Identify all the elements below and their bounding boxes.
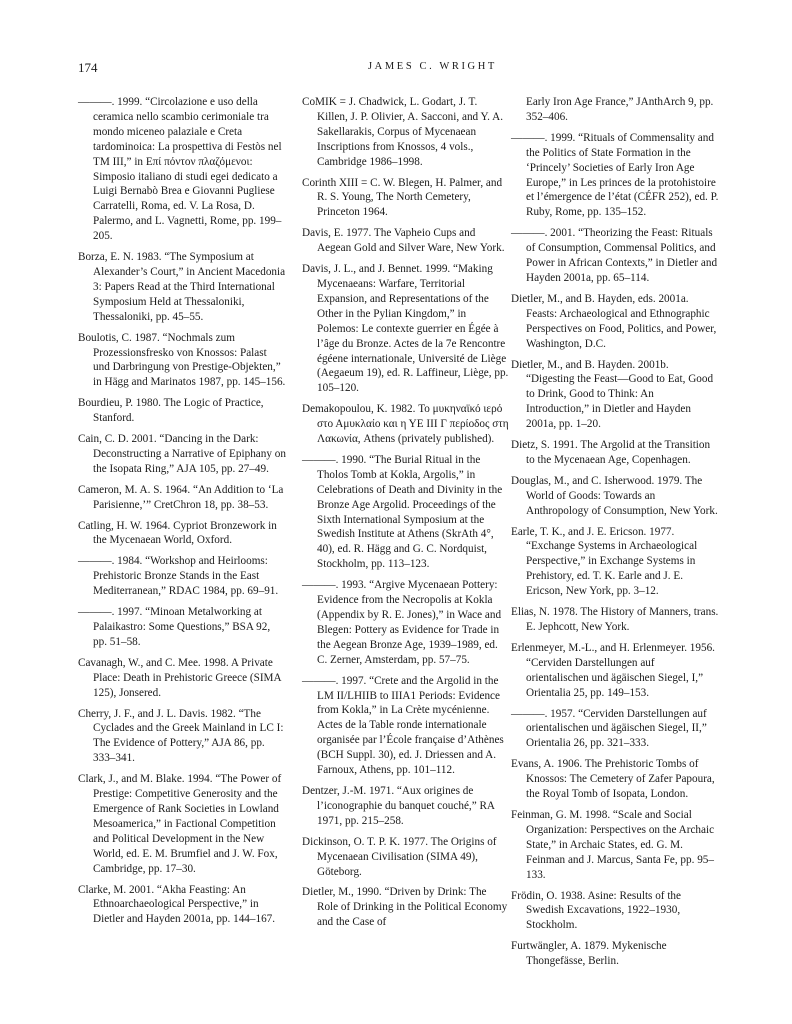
reference-entry: ———. 1999. “Circolazione e uso della ceramica nello scambio cerimoniale tra mondo miceneo palaziale e Creta tardominoica: La prospettiva di Festòs nel TM III,” in Επί πόντον πλαζόμενοι: Simposio italiano di studi egei dedicato a Luigi Bernabò Brea e Giovanni Pugliese Carratelli, Roma, ed. V. La Rosa, D. Palermo, and L. Vagnetti, Rome, pp. 199–205. [78,96,282,243]
reference-entry: Cameron, M. A. S. 1964. “An Addition to ‘La Parisienne,’” CretChron 18, pp. 38–53. [78,483,284,511]
reference-entry: Douglas, M., and C. Isherwood. 1979. The World of Goods: Towards an Anthropology of Consumption, New York. [511,474,718,517]
reference-entry: Catling, H. W. 1964. Cypriot Bronzework in the Mycenaean World, Oxford. [78,519,277,547]
reference-entry: Dietler, M., 1990. “Driven by Drink: The Role of Drinking in the Political Economy and the Case of [302,886,508,929]
reference-entry: Dietz, S. 1991. The Argolid at the Transition to the Mycenaean Age, Copenhagen. [511,439,711,466]
reference-entry: Cain, C. D. 2001. “Dancing in the Dark: Deconstructing a Narrative of Epiphany on the Isopata Ring,” AJA 105, pp. 27–49. [78,433,286,475]
reference-entry: ———. 1997. “Crete and the Argolid in the LM II/LHIIB to IIIA1 Periods: Evidence from Kokla,” in La Crète mycénienne. Actes de la Table ronde internationale organisée par l’École française d’Athènes (BCH Suppl. 30), ed. J. Driessen and A. Farnoux, Athens, pp. 101–112. [302,674,504,777]
reference-entry: Frödin, O. 1938. Asine: Results of the Swedish Excavations, 1922–1930, Stockholm. [511,889,681,932]
reference-entry: Demakopoulou, K. 1982. Το μυκηναϊκό ιερό στο Αμυκλαίο και η ΥΕ ΙΙΙ Γ περίοδος στη Λακωνία, Athens (privately published). [302,403,509,446]
reference-entry: Feinman, G. M. 1998. “Scale and Social Organization: Perspectives on the Archaic State,” in Archaic States, ed. G. M. Feinman and J. Marcus, Santa Fe, pp. 95–133. [511,808,715,881]
reference-entry: Elias, N. 1978. The History of Manners, trans. E. Jephcott, New York. [511,606,719,633]
bibliography-column-1 [78,95,286,933]
reference-continuation: Early Iron Age France,” JAnthArch 9, pp. 352–406. [526,96,714,123]
reference-entry: Dietler, M., and B. Hayden. 2001b. “Digesting the Feast—Good to Eat, Good to Drink, Good to Think: An Introduction,” in Dietler and Hayden 2001a, pp. 1–20. [511,358,714,431]
reference-entry: Davis, E. 1977. The Vapheio Cups and Aegean Gold and Silver Ware, New York. [302,227,505,255]
reference-entry: Earle, T. K., and J. E. Ericson. 1977. “Exchange Systems in Archaeological Perspective,” in Exchange Systems in Prehistory, ed. T. K. Earle and J. E. Ericson, New York, pp. 3–12. [511,525,698,598]
reference-entry: Evans, A. 1906. The Prehistoric Tombs of Knossos: The Cemetery of Zafer Papoura, the Royal Tomb of Isopata, London. [511,758,715,801]
bibliography-column-3 [511,95,719,975]
reference-entry: ———. 1984. “Workshop and Heirlooms: Prehistoric Bronze Stands in the East Mediterranean,” RDAC 1984, pp. 69–91. [78,555,279,598]
reference-entry: Dentzer, J.-M. 1971. “Aux origines de l’iconographie du banquet couché,” RA 1971, pp. 215–258. [302,784,495,827]
reference-entry: ———. 1993. “Argive Mycenaean Pottery: Evidence from the Necropolis at Kokla (Appendix by R. E. Jones),” in Wace and Blegen: Pottery as Evidence for Trade in the Aegean Bronze Age, 1939–1989, ed. C. Zerner, Amsterdam, pp. 57–75. [302,579,502,666]
reference-entry: Cherry, J. F., and J. L. Davis. 1982. “The Cyclades and the Greek Mainland in LC I: The Evidence of Pottery,” AJA 86, pp. 333–341. [78,707,284,765]
reference-entry: Davis, J. L., and J. Bennet. 1999. “Making Mycenaeans: Warfare, Territorial Expansion, and Representations of the Other in the Pylian Kingdom,” in Polemos: Le contexte guerrier en Égée à l’âge du Bronze. Actes de la 7e Rencontre égéene internationale, Université de Liège (Aegaeum 19), ed. R. Laffineur, Liège, pp. 105–120. [302,263,509,395]
page-header [78,60,714,80]
reference-entry: Bourdieu, P. 1980. The Logic of Practice, Stanford. [78,397,264,425]
reference-entry: Corinth XIII = C. W. Blegen, H. Palmer, and R. S. Young, The North Cemetery, Princeton 1964. [302,176,503,219]
reference-entry: Dietler, M., and B. Hayden, eds. 2001a. Feasts: Archaeological and Ethnographic Perspectives on Food, Politics, and Power, Washington, D.C. [511,292,717,350]
reference-entry: Dickinson, O. T. P. K. 1977. The Origins of Mycenaean Civilisation (SIMA 49), Göteborg. [302,835,497,878]
reference-entry: ———. 1999. “Rituals of Commensality and the Politics of State Formation in the ‘Princely’ Societies of Early Iron Age Europe,” in Les princes de la protohistoire et l’émergence de l’état (CÉFR 252), ed. P. Ruby, Rome, pp. 135–152. [511,131,719,219]
reference-entry: ———. 1997. “Minoan Metalworking at Palaikastro: Some Questions,” BSA 92, pp. 51–58. [78,606,271,648]
reference-entry: Erlenmeyer, M.-L., and H. Erlenmeyer. 1956. “Cerviden Darstellungen auf orientalischen und ägäischen Siegel, I,” Orientalia 25, pp. 149–153. [511,641,715,699]
bibliography-column-2 [302,95,510,936]
reference-entry: Borza, E. N. 1983. “The Symposium at Alexander’s Court,” in Ancient Macedonia 3: Papers Read at the Third International Symposium Held at Thessaloniki, Thessaloniki, pp. 45–55. [78,251,286,323]
reference-entry: Furtwängler, A. 1879. Mykenische Thongefässe, Berlin. [511,940,667,968]
reference-entry: Boulotis, C. 1987. “Nochmals zum Prozessionsfresko von Knossos: Palast und Darbringung von Prestige-Objekten,” in Hägg and Marinatos 1987, pp. 145–156. [78,331,286,389]
reference-entry: ———. 1957. “Cerviden Darstellungen auf orientalischen und ägäischen Siegel, II,” Orientalia 26, pp. 321–333. [511,707,707,750]
page-number: 174 [78,60,98,75]
reference-entry: ———. 2001. “Theorizing the Feast: Rituals of Consumption, Commensal Politics, and Power in African Contexts,” in Dietler and Hayden 2001a, pp. 65–114. [511,227,718,284]
reference-entry: Cavanagh, W., and C. Mee. 1998. A Private Place: Death in Prehistoric Greece (SIMA 125), Jonsered. [78,656,281,699]
reference-entry: ———. 1990. “The Burial Ritual in the Tholos Tomb at Kokla, Argolis,” in Celebrations of Death and Divinity in the Bronze Age Argolid. Proceedings of the Sixth International Symposium at the Swedish Institute at Athens (SkrAth 4°, 40), ed. R. Hägg and G. C. Nordquist, Stockholm, pp. 113–123. [302,453,503,571]
reference-entry: Clarke, M. 2001. “Akha Feasting: An Ethnoarchaeological Perspective,” in Dietler and Hayden 2001a, pp. 144–167. [78,883,276,926]
reference-entry: CoMIK = J. Chadwick, L. Godart, J. T. Killen, J. P. Olivier, A. Sacconi, and Y. A. Sakellarakis, Corpus of Mycenaean Inscriptions from Knossos, 4 vols., Cambridge 1986–1998. [302,96,503,168]
running-head: JAMES C. WRIGHT [368,61,497,72]
reference-entry: Clark, J., and M. Blake. 1994. “The Power of Prestige: Competitive Generosity and the Emergence of Rank Societies in Lowland Mesoamerica,” in Factional Competition and Political Development in the New World, ed. E. M. Brumfiel and J. W. Fox, Cambridge, pp. 17–30. [78,773,282,875]
